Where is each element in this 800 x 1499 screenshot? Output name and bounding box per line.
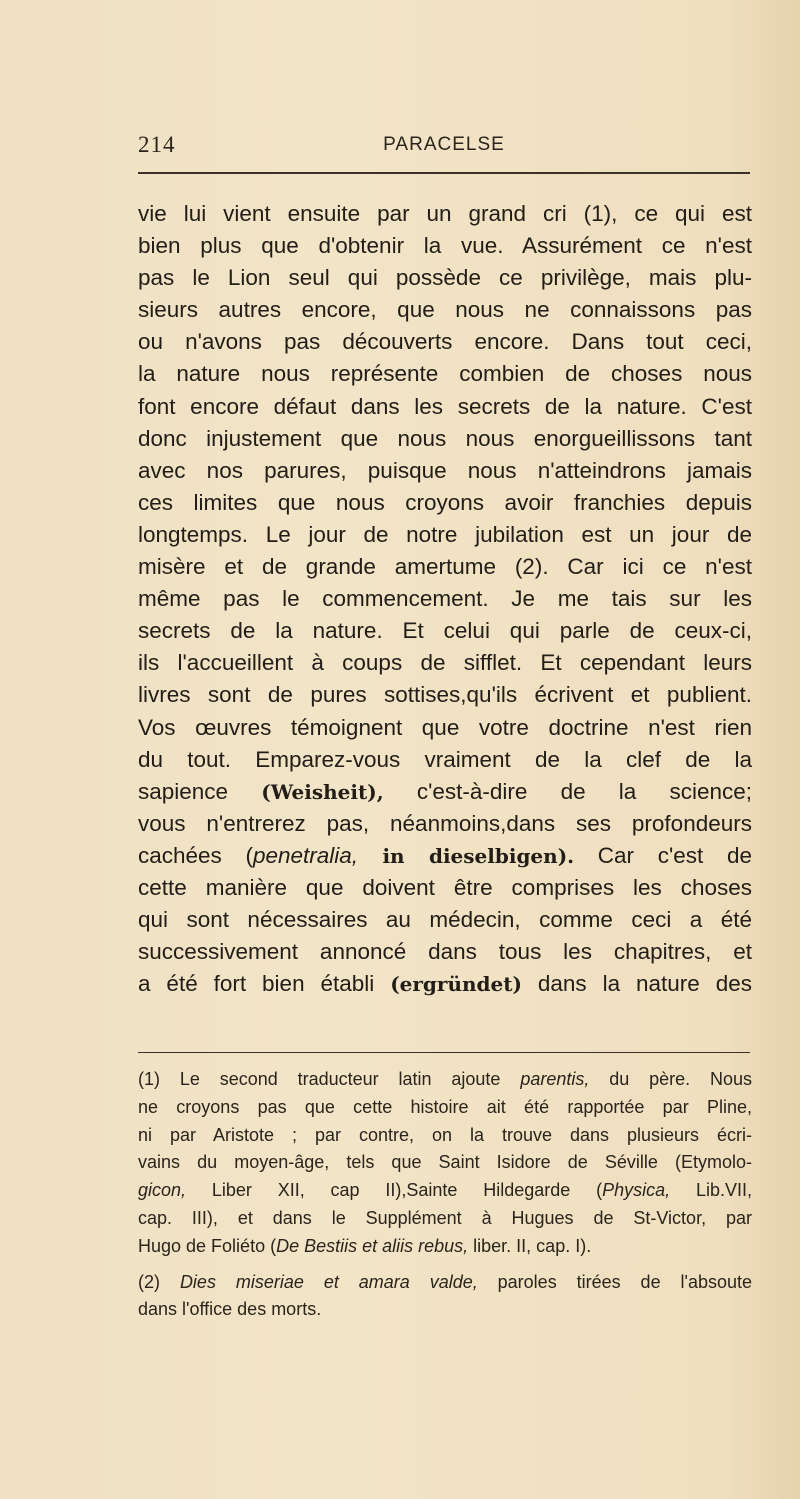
page-header [138,132,750,162]
italic-term: parentis, [520,1069,590,1089]
italic-term: Dies miseriae et amara valde, [179,1271,478,1292]
text-segment: a été fort bien établi [138,971,391,997]
text-line: la nature nous représente combien de choses nous [138,361,752,387]
italic-term: Physica, [602,1180,671,1201]
text-segment: Car c'est de [574,842,752,868]
text-line: sieurs autres encore, que nous ne connaissons pas [138,297,752,323]
text-segment: (2) [138,1271,180,1292]
italic-term: penetralia, [252,842,359,868]
running-head: PARACELSE [383,134,505,155]
text-segment: c'est-à-dire de la science; [383,778,752,804]
footnote-line [138,1177,752,1205]
text-line: ils l'accueillent à coups de sifflet. Et cependant leurs [138,650,752,676]
text-segment: Hugo de Foliéto ( [138,1235,277,1256]
footnote-rule [138,1052,750,1053]
text-line: livres sont de pures sottises,qu'ils écrivent et publient. [138,682,752,708]
text-line: longtemps. Le jour de notre jubilation est un jour de [138,521,752,547]
text-segment: Liber XII, cap II),Sainte Hildegarde ( [186,1180,603,1201]
footnote-line [138,1233,752,1261]
text-line [138,776,752,808]
footnotes [138,1066,752,1324]
text-line: cette manière que doivent être comprises les choses [138,874,752,900]
text-line: successivement annoncé dans tous les chapitres, et [138,939,752,965]
text-segment: liber. II, cap. I). [468,1235,592,1256]
blackletter-term: (Weisheit), [261,779,384,804]
text-segment: (1) Le second traducteur latin ajoute [138,1069,521,1089]
text-line: avec nos parures, puisque nous n'atteindrons jamais [138,457,752,483]
body-text [138,198,752,1000]
text-segment: Lib.VII, [670,1180,752,1201]
footnote-line: dans l'office des morts. [138,1299,322,1320]
text-segment: sapience [138,778,262,804]
text-segment: dans la nature des [521,971,752,997]
text-line [138,968,752,1000]
footnote-line [138,1066,752,1094]
italic-term: gicon, [138,1180,187,1201]
text-line: qui sont nécessaires au médecin, comme ceci a été [138,907,752,933]
text-line: bien plus que d'obtenir la vue. Assurément ce n'est [138,233,752,259]
text-line: donc injustement que nous nous enorgueillissons tant [138,425,752,451]
text-line: Vos œuvres témoignent que votre doctrine n'est rien [138,714,752,740]
text-line: font encore défaut dans les secrets de la nature. C'est [138,393,752,419]
text-segment: du père. Nous [589,1069,752,1089]
page-number: 214 [138,132,176,157]
blackletter-term: (ergründet) [390,972,522,997]
footnote-line: ni par Aristote ; par contre, on la trouve dans plusieurs écri- [138,1124,752,1145]
text-line [138,840,752,872]
text-line: ces limites que nous croyons avoir franchies depuis [138,489,752,515]
text-line: vie lui vient ensuite par un grand cri (1), ce qui est [138,201,752,226]
footnote-line: ne croyons pas que cette histoire ait été rapportée par Pline, [138,1096,752,1117]
text-line: vous n'entrerez pas, néanmoins,dans ses profondeurs [138,810,752,836]
text-segment: paroles tirées de l'absoute [477,1271,752,1292]
footnote-line: cap. III), et dans le Supplément à Hugues de St-Victor, par [138,1207,752,1228]
text-line: du tout. Emparez-vous vraiment de la clef de la [138,746,752,772]
text-line: même pas le commencement. Je me tais sur les [138,586,752,612]
blackletter-term: in dieselbigen). [358,843,575,868]
footnote-line [138,1269,752,1297]
header-rule [138,172,750,174]
italic-term: De Bestiis et aliis rebus, [276,1235,469,1256]
text-line: ou n'avons pas découverts encore. Dans tout ceci, [138,329,752,355]
text-line: misère et de grande amertume (2). Car ici ce n'est [138,554,752,580]
text-segment: cachées ( [138,842,253,868]
text-line: pas le Lion seul qui possède ce privilège, mais plu- [138,265,752,291]
text-line: secrets de la nature. Et celui qui parle de ceux-ci, [138,618,752,644]
footnote-line: vains du moyen-âge, tels que Saint Isidore de Séville (Etymolo- [138,1152,752,1173]
